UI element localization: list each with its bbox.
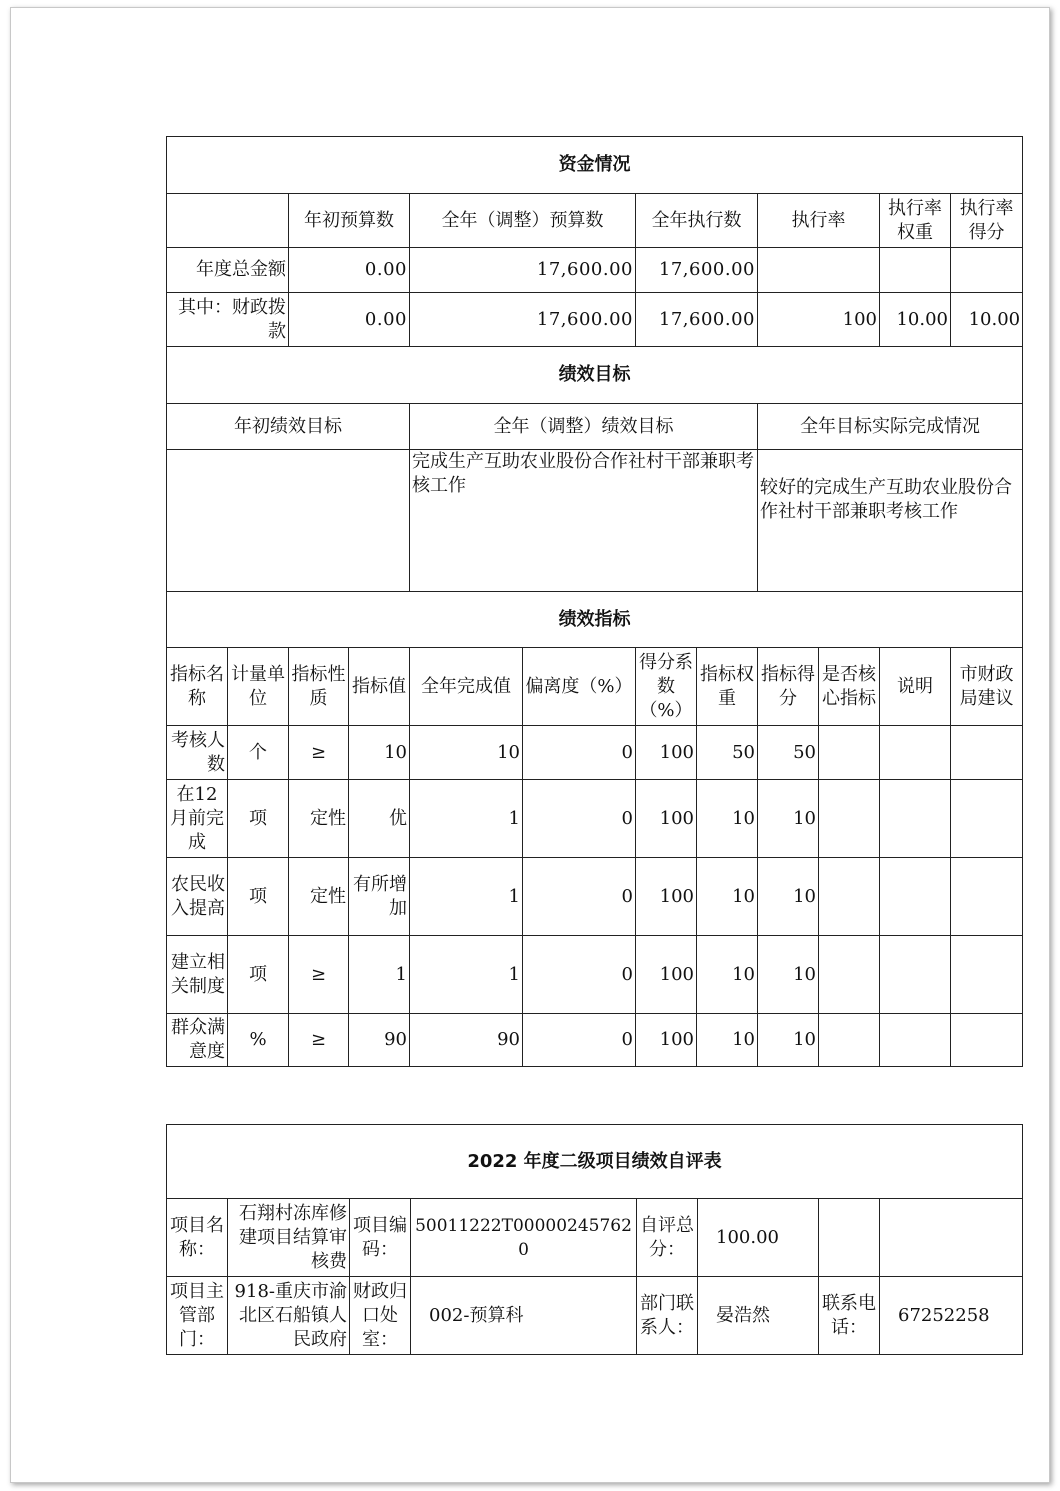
goals-adjusted-goal: 完成生产互助农业股份合作社村干部兼职考核工作 [410,450,758,592]
finance-office-label: 财政归口处室： [350,1277,411,1355]
funds-header-executed: 全年执行数 [636,194,758,248]
ind-done: 10 [410,726,523,780]
form-blank-1 [819,1199,880,1277]
indicator-row [167,726,1023,780]
self-score: 100.00 [698,1199,819,1277]
ind-coef: 100 [636,1014,697,1067]
ind-name: 建立相关制度 [167,936,228,1014]
ind-weight: 50 [697,726,758,780]
ind-score: 10 [758,780,819,858]
goals-initial-goal [167,450,410,592]
funds-row-score [951,248,1023,293]
indicator-row [167,780,1023,858]
ind-header-value: 指标值 [349,648,410,726]
form-title: 2022 年度二级项目绩效自评表 [167,1125,1023,1199]
self-score-label: 自评总分： [637,1199,698,1277]
contact: 晏浩然 [698,1277,819,1355]
funds-header-score: 执行率得分 [951,194,1023,248]
project-code: 50011222T000002457620 [411,1199,637,1277]
ind-coef: 100 [636,780,697,858]
indicator-row [167,936,1023,1014]
ind-header-core: 是否核心指标 [819,648,880,726]
ind-header-unit: 计量单位 [228,648,289,726]
ind-name: 在12月前完成 [167,780,228,858]
indicators-section-title: 绩效指标 [167,592,1023,648]
ind-core [819,780,880,858]
ind-note [880,726,951,780]
ind-deviation: 0 [523,780,636,858]
ind-score: 50 [758,726,819,780]
ind-nature: ≥ [289,936,349,1014]
ind-nature: 定性 [289,780,349,858]
funds-row-rate: 100 [758,293,880,347]
ind-weight: 10 [697,1014,758,1067]
indicator-row [167,1014,1023,1067]
ind-name: 农民收入提高 [167,858,228,936]
ind-header-deviation: 偏离度（%） [523,648,636,726]
goals-header-adjusted: 全年（调整）绩效目标 [410,404,758,450]
funds-header-blank [167,194,289,248]
phone: 67252258 [880,1277,1023,1355]
ind-done: 1 [410,780,523,858]
goals-actual: 较好的完成生产互助农业股份合作社村干部兼职考核工作 [758,450,1023,592]
ind-advice [951,726,1023,780]
ind-coef: 100 [636,858,697,936]
ind-advice [951,858,1023,936]
ind-note [880,858,951,936]
ind-deviation: 0 [523,1014,636,1067]
ind-core [819,726,880,780]
performance-table [166,136,1023,1067]
ind-header-nature: 指标性质 [289,648,349,726]
project-code-label: 项目编码： [350,1199,411,1277]
funds-row-label: 其中：财政拨款 [167,293,289,347]
funds-header-rate: 执行率 [758,194,880,248]
funds-header-weight: 执行率权重 [880,194,951,248]
ind-header-coef: 得分系数（%） [636,648,697,726]
ind-core [819,936,880,1014]
funds-row [167,293,1023,347]
project-name-label: 项目名称： [167,1199,228,1277]
phone-label: 联系电话： [819,1277,880,1355]
ind-advice [951,936,1023,1014]
funds-row-weight: 10.00 [880,293,951,347]
ind-coef: 100 [636,726,697,780]
ind-unit: 项 [228,780,289,858]
funds-row [167,248,1023,293]
ind-core [819,1014,880,1067]
ind-score: 10 [758,1014,819,1067]
ind-weight: 10 [697,780,758,858]
ind-header-done: 全年完成值 [410,648,523,726]
ind-score: 10 [758,858,819,936]
ind-header-score: 指标得分 [758,648,819,726]
ind-nature: ≥ [289,1014,349,1067]
ind-value: 有所增加 [349,858,410,936]
ind-weight: 10 [697,936,758,1014]
funds-row-label: 年度总金额 [167,248,289,293]
ind-unit: 项 [228,858,289,936]
ind-deviation: 0 [523,726,636,780]
ind-weight: 10 [697,858,758,936]
ind-advice [951,780,1023,858]
ind-nature: 定性 [289,858,349,936]
ind-value: 优 [349,780,410,858]
contact-label: 部门联系人： [637,1277,698,1355]
funds-row-initial: 0.00 [289,293,410,347]
ind-unit: 项 [228,936,289,1014]
ind-name: 群众满意度 [167,1014,228,1067]
dept: 918-重庆市渝北区石船镇人民政府 [228,1277,350,1355]
funds-row-weight [880,248,951,293]
funds-header-initial: 年初预算数 [289,194,410,248]
ind-done: 1 [410,936,523,1014]
ind-header-note: 说明 [880,648,951,726]
ind-note [880,1014,951,1067]
self-evaluation-form [166,1124,1023,1355]
ind-value: 10 [349,726,410,780]
ind-unit: % [228,1014,289,1067]
ind-name: 考核人数 [167,726,228,780]
ind-coef: 100 [636,936,697,1014]
funds-row-executed: 17,600.00 [636,293,758,347]
ind-deviation: 0 [523,858,636,936]
ind-header-weight: 指标权重 [697,648,758,726]
ind-advice [951,1014,1023,1067]
ind-value: 90 [349,1014,410,1067]
funds-row-executed: 17,600.00 [636,248,758,293]
ind-note [880,936,951,1014]
ind-deviation: 0 [523,936,636,1014]
funds-section-title: 资金情况 [167,137,1023,194]
funds-header-adjusted: 全年（调整）预算数 [410,194,636,248]
form-blank-2 [880,1199,1023,1277]
ind-score: 10 [758,936,819,1014]
ind-done: 90 [410,1014,523,1067]
goals-header-initial: 年初绩效目标 [167,404,410,450]
goals-header-actual: 全年目标实际完成情况 [758,404,1023,450]
ind-nature: ≥ [289,726,349,780]
finance-office: 002-预算科 [411,1277,637,1355]
funds-row-score: 10.00 [951,293,1023,347]
goals-section-title: 绩效目标 [167,347,1023,404]
funds-row-adjusted: 17,600.00 [410,248,636,293]
funds-row-rate [758,248,880,293]
ind-unit: 个 [228,726,289,780]
ind-value: 1 [349,936,410,1014]
ind-done: 1 [410,858,523,936]
ind-note [880,780,951,858]
dept-label: 项目主管部门： [167,1277,228,1355]
ind-header-name: 指标名称 [167,648,228,726]
project-name: 石翔村冻库修建项目结算审核费 [228,1199,350,1277]
ind-header-advice: 市财政局建议 [951,648,1023,726]
ind-core [819,858,880,936]
funds-row-initial: 0.00 [289,248,410,293]
funds-row-adjusted: 17,600.00 [410,293,636,347]
indicator-row [167,858,1023,936]
